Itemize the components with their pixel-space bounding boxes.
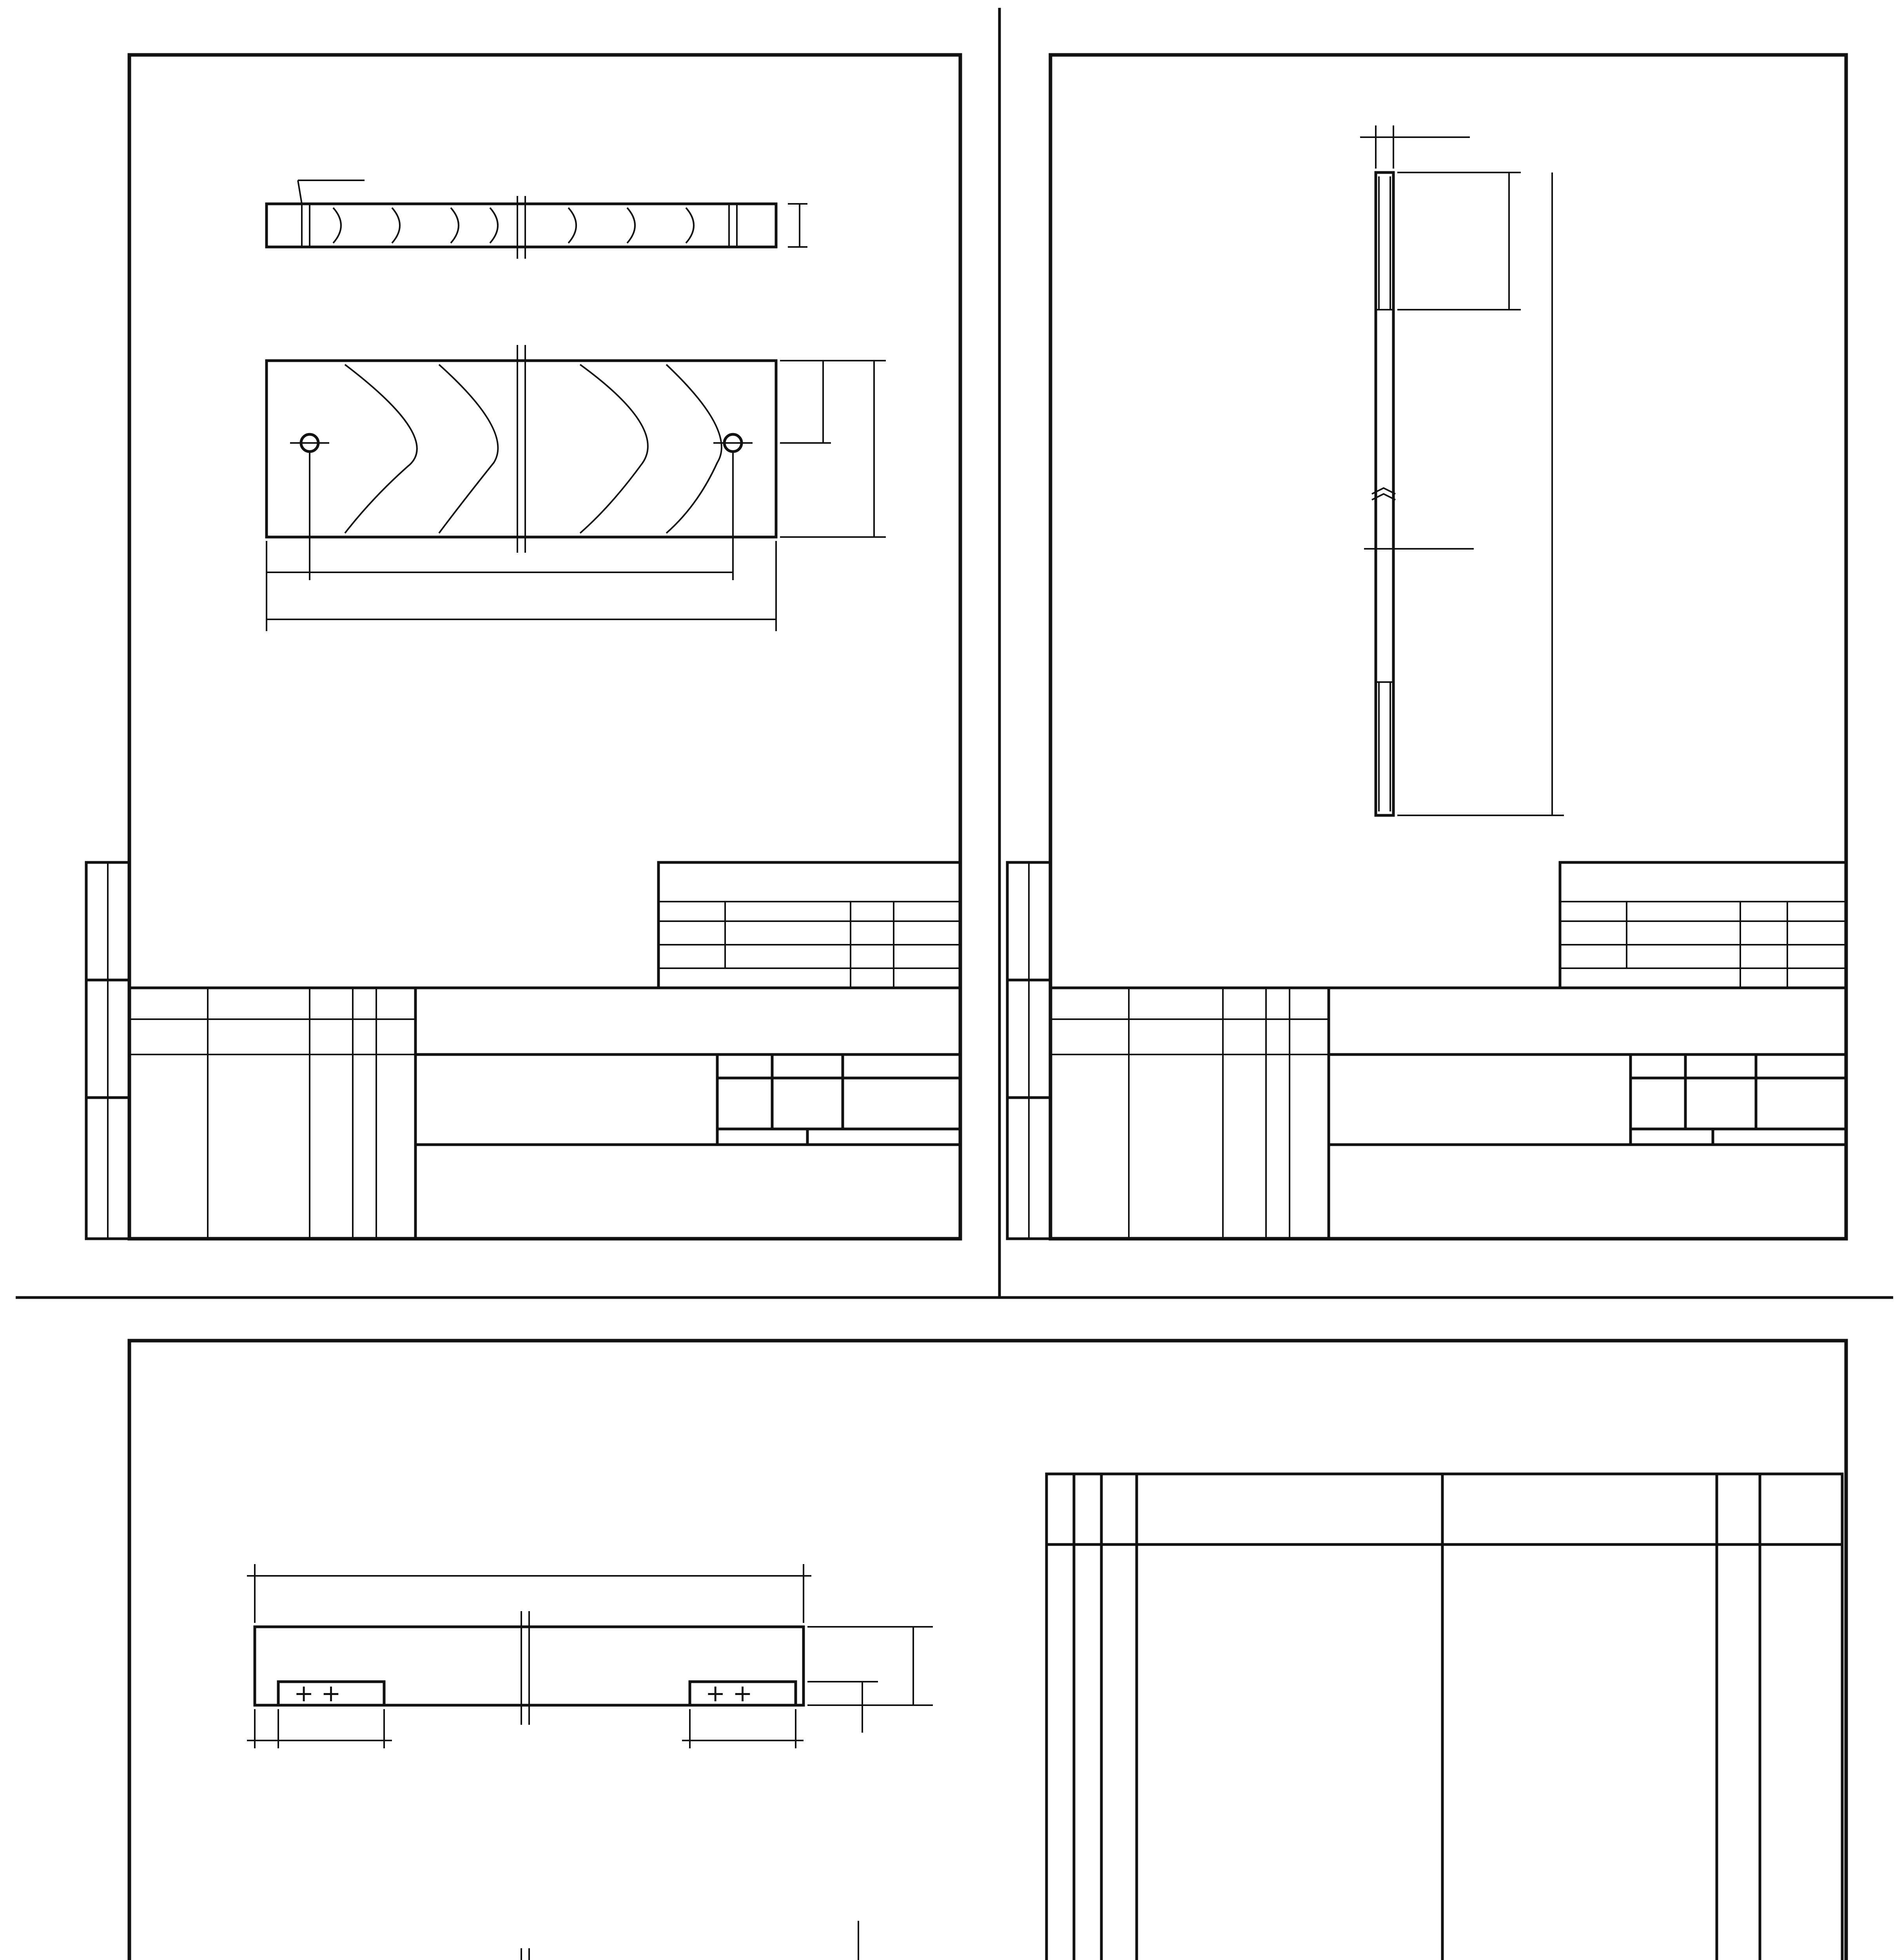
frame	[1050, 55, 1846, 1239]
board-top-view	[267, 204, 776, 247]
frame	[129, 1341, 1846, 1960]
frame	[129, 55, 960, 1239]
sheet-podkladka	[86, 55, 960, 1239]
spec-table	[1047, 1474, 1842, 1960]
sheet-styazhka	[1007, 55, 1846, 1239]
sheet-doska-bortovaya	[86, 1341, 1846, 1960]
svg-text:+ +: + +	[294, 1680, 341, 1707]
svg-text:+ +: + +	[706, 1680, 753, 1707]
board-plan-view	[267, 361, 776, 537]
